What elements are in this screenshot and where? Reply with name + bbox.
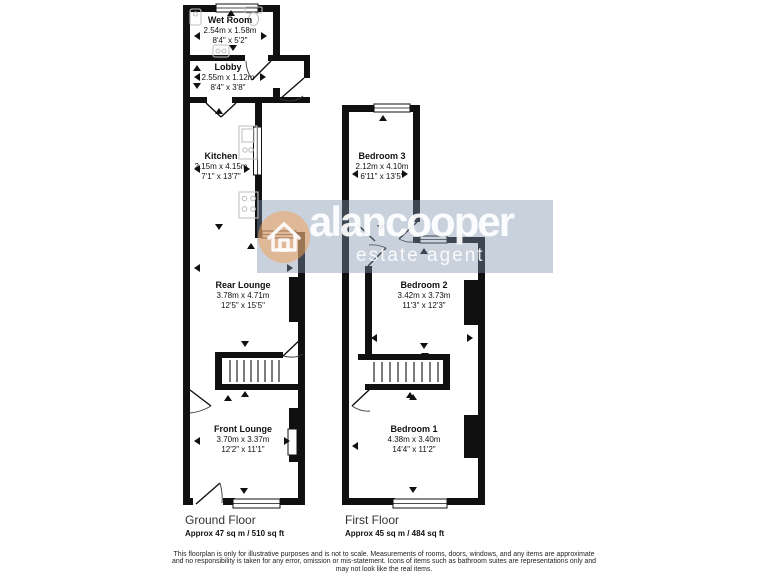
- floor-area: Approx 45 sq m / 484 sq ft: [345, 529, 445, 538]
- room-name: Bedroom 2: [400, 280, 448, 290]
- measure-arrow-icon: [420, 343, 428, 349]
- room-dim-imperial: 11'3" x 12'3": [402, 301, 446, 310]
- measure-arrow-icon: [194, 73, 200, 81]
- house-icon: [258, 211, 310, 263]
- room-dim-imperial: 8'4" x 3'8": [210, 83, 246, 92]
- room-dim-metric: 2.12m x 4.10m: [355, 161, 409, 171]
- room-label-kitchen: [195, 151, 248, 183]
- room-name: Bedroom 3: [358, 151, 406, 161]
- disclaimer-line-1: This floorplan is only for illustrative purposes and is not to scale. Measurements of rooms, doors, windows, and any items are approximate: [173, 551, 595, 558]
- first-stairs: [374, 362, 438, 382]
- room-dim-metric: 4.38m x 3.40m: [387, 434, 441, 444]
- measure-arrow-icon: [193, 83, 201, 89]
- measure-arrow-icon: [260, 73, 266, 81]
- room-name: Kitchen: [204, 151, 238, 161]
- room-label-bedroom-2: [398, 280, 451, 312]
- room-dim-metric: 3.42m x 3.73m: [397, 290, 451, 300]
- measure-arrow-icon: [352, 442, 358, 450]
- disclaimer-line-2: and no responsibility is taken for any error, omission or mis-statement. Icons of items such as bathroom suites are representations only and: [172, 558, 596, 566]
- measure-arrow-icon: [409, 487, 417, 493]
- measure-arrow-icon: [379, 115, 387, 121]
- fireplace-icon: [288, 429, 297, 455]
- room-label-front-lounge: [214, 424, 272, 456]
- first-floor-title: [345, 513, 444, 538]
- measure-arrow-icon: [194, 32, 200, 40]
- measure-arrow-icon: [194, 437, 200, 445]
- measure-arrow-icon: [224, 395, 232, 401]
- room-name: Rear Lounge: [215, 280, 271, 290]
- room-dim-metric: 2.15m x 4.15m: [194, 161, 248, 171]
- floor-area: Approx 47 sq m / 510 sq ft: [185, 529, 285, 538]
- room-dim-imperial: 6'11" x 13'5": [360, 172, 404, 181]
- room-dim-metric: 3.70m x 3.37m: [216, 434, 270, 444]
- room-dim-metric: 2.54m x 1.58m: [203, 25, 257, 35]
- room-dim-imperial: 7'1" x 13'7": [201, 172, 241, 181]
- room-name: Wet Room: [207, 15, 253, 25]
- room-label-wet-room: [204, 15, 257, 47]
- measure-arrow-icon: [215, 108, 223, 114]
- room-name: Bedroom 1: [390, 424, 438, 434]
- measure-arrow-icon: [194, 264, 200, 272]
- room-dim-metric: 3.78m x 4.71m: [216, 290, 270, 300]
- measure-arrow-icon: [467, 334, 473, 342]
- ground-floor-title: [185, 513, 284, 538]
- room-name: Lobby: [214, 62, 242, 72]
- floor-name: Ground Floor: [185, 513, 256, 527]
- room-name: Front Lounge: [214, 424, 272, 434]
- measure-arrow-icon: [261, 32, 267, 40]
- room-dim-imperial: 8'4" x 5'2": [212, 36, 248, 45]
- room-label-bedroom-1: [388, 424, 441, 456]
- disclaimer: [172, 551, 596, 573]
- measure-arrow-icon: [241, 341, 249, 347]
- room-label-bedroom-3: [356, 151, 409, 183]
- room-dim-imperial: 14'4" x 11'2": [392, 445, 436, 454]
- room-dim-metric: 2.55m x 1.12m: [201, 72, 255, 82]
- disclaimer-line-3: may not look like the real items.: [335, 565, 433, 573]
- room-label-lobby: [202, 62, 255, 94]
- ground-stairs: [230, 360, 279, 382]
- floor-name: First Floor: [345, 513, 399, 527]
- measure-arrow-icon: [247, 243, 255, 249]
- room-dim-imperial: 12'5" x 15'5": [221, 301, 265, 310]
- measure-arrow-icon: [215, 224, 223, 230]
- room-dim-imperial: 12'2" x 11'1": [221, 445, 265, 454]
- agency-logo: [258, 211, 310, 263]
- measure-arrow-icon: [240, 488, 248, 494]
- room-label-rear-lounge: [215, 280, 270, 312]
- watermark-brand: alancooper: [309, 198, 514, 245]
- watermark-tagline: estate agent: [356, 245, 485, 266]
- measure-arrow-icon: [193, 65, 201, 71]
- measure-arrow-icon: [241, 391, 249, 397]
